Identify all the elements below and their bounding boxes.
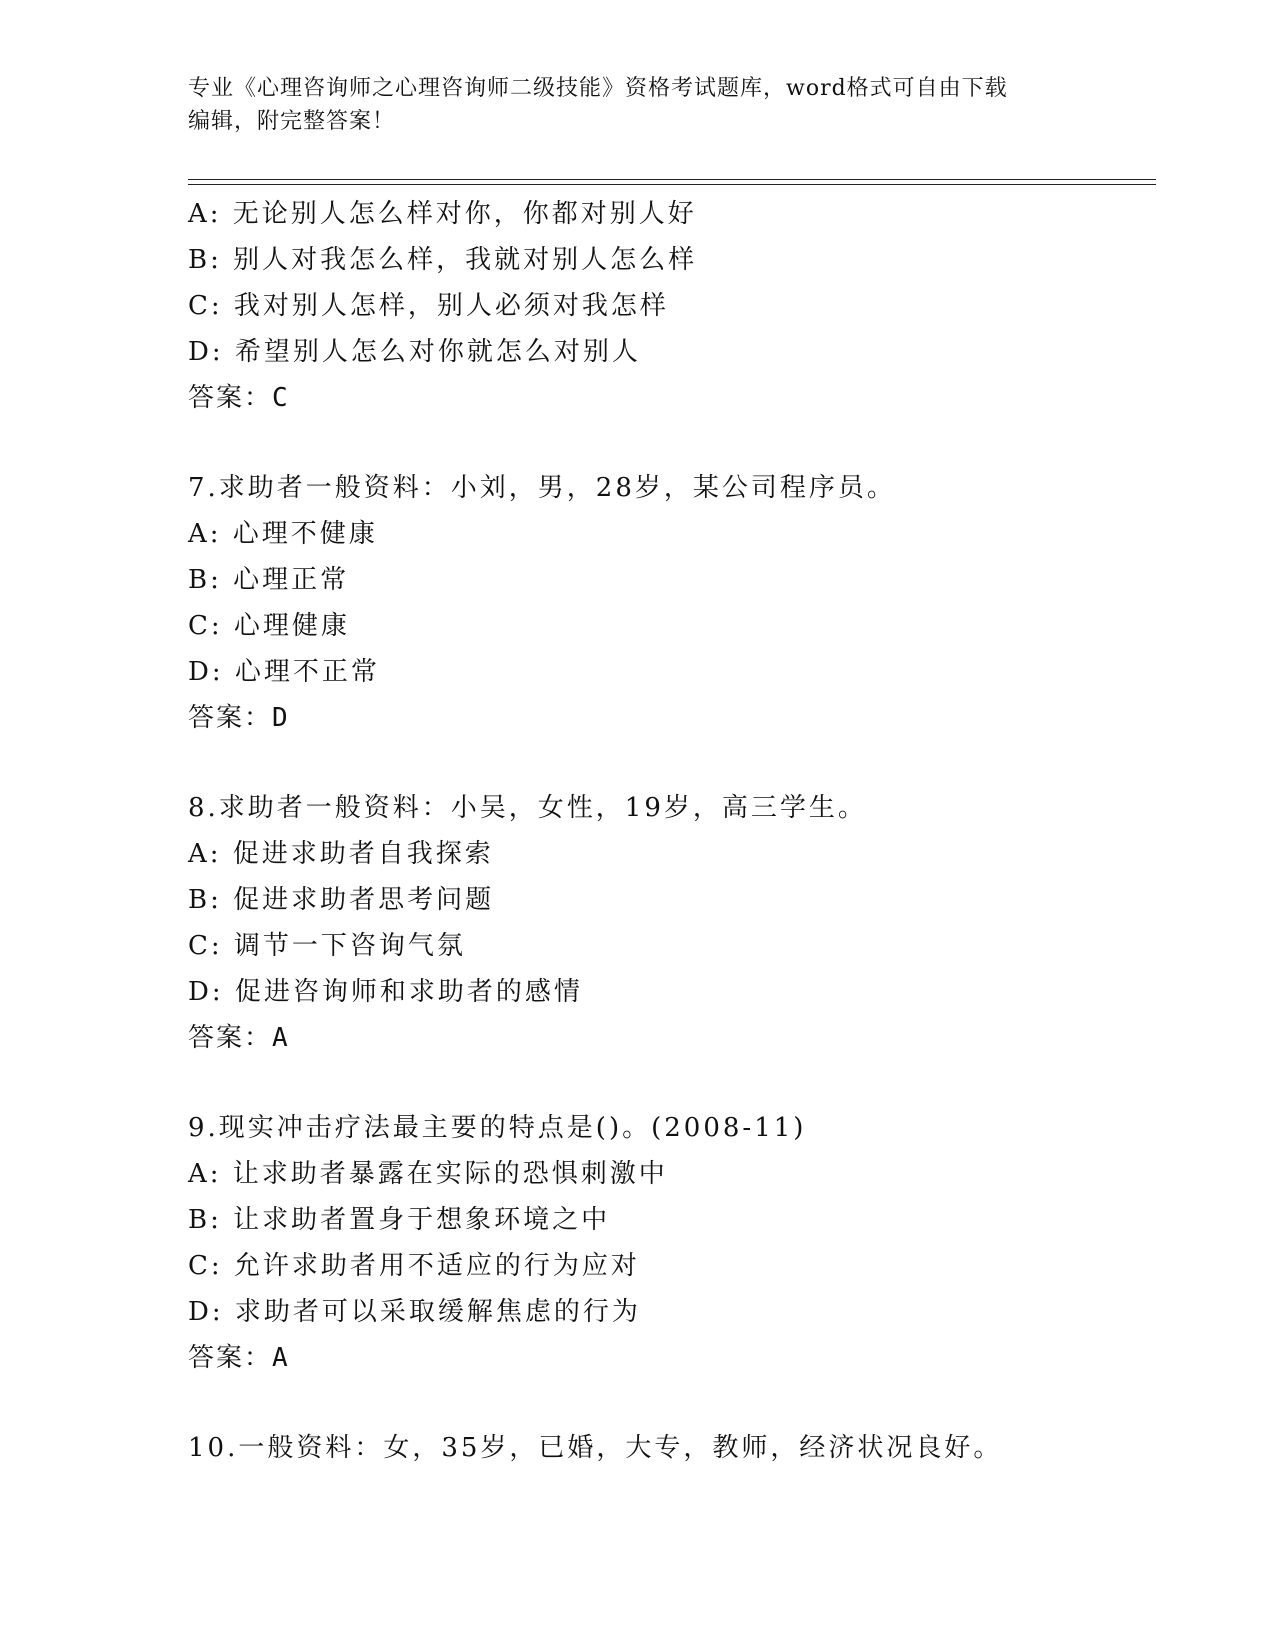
answer-line: 答案：A	[188, 1343, 290, 1373]
option-d: D: 求助者可以采取缓解焦虑的行为	[188, 1297, 641, 1327]
option-a: A: 心理不健康	[188, 519, 378, 549]
header-line-2: 编辑，附完整答案！	[188, 109, 396, 134]
header-divider-top	[188, 179, 1156, 180]
question-text: 9.现实冲击疗法最主要的特点是()。(2008-11)	[188, 1113, 807, 1143]
option-d: D: 希望别人怎么对你就怎么对别人	[188, 337, 641, 367]
question-block	[188, 465, 1148, 741]
document-header	[188, 72, 1088, 138]
option-a: A: 无论别人怎么样对你，你都对别人好	[188, 199, 697, 229]
option-a: A: 让求助者暴露在实际的恐惧刺激中	[188, 1159, 668, 1189]
spacer	[188, 421, 1148, 465]
spacer	[188, 741, 1148, 785]
option-c: C: 心理健康	[188, 611, 350, 641]
question-block	[188, 785, 1148, 1061]
question-block	[188, 1425, 1148, 1471]
question-list	[188, 191, 1148, 1471]
option-b: B: 促进求助者思考问题	[188, 885, 495, 915]
option-b: B: 让求助者置身于想象环境之中	[188, 1205, 611, 1235]
option-c: C: 允许求助者用不适应的行为应对	[188, 1251, 640, 1281]
question-block	[188, 191, 1148, 421]
header-divider-bottom	[188, 184, 1156, 185]
question-text: 7.求助者一般资料：小刘，男，28岁，某公司程序员。	[188, 473, 896, 503]
answer-line: 答案：D	[188, 703, 290, 733]
question-block	[188, 1105, 1148, 1381]
option-d: D: 心理不正常	[188, 657, 380, 687]
option-b: B: 别人对我怎么样，我就对别人怎么样	[188, 245, 698, 275]
option-c: C: 我对别人怎样，别人必须对我怎样	[188, 291, 669, 321]
header-line-1: 专业《心理咨询师之心理咨询师二级技能》资格考试题库，word格式可自由下载	[188, 76, 1008, 101]
option-a: A: 促进求助者自我探索	[188, 839, 494, 869]
option-d: D: 促进咨询师和求助者的感情	[188, 977, 583, 1007]
question-text: 8.求助者一般资料：小吴，女性，19岁，高三学生。	[188, 793, 867, 823]
question-text: 10.一般资料：女，35岁，已婚，大专，教师，经济状况良好。	[188, 1433, 1003, 1463]
spacer	[188, 1061, 1148, 1105]
option-c: C: 调节一下咨询气氛	[188, 931, 466, 961]
spacer	[188, 1381, 1148, 1425]
answer-line: 答案：C	[188, 383, 290, 413]
answer-line: 答案：A	[188, 1023, 290, 1053]
option-b: B: 心理正常	[188, 565, 350, 595]
